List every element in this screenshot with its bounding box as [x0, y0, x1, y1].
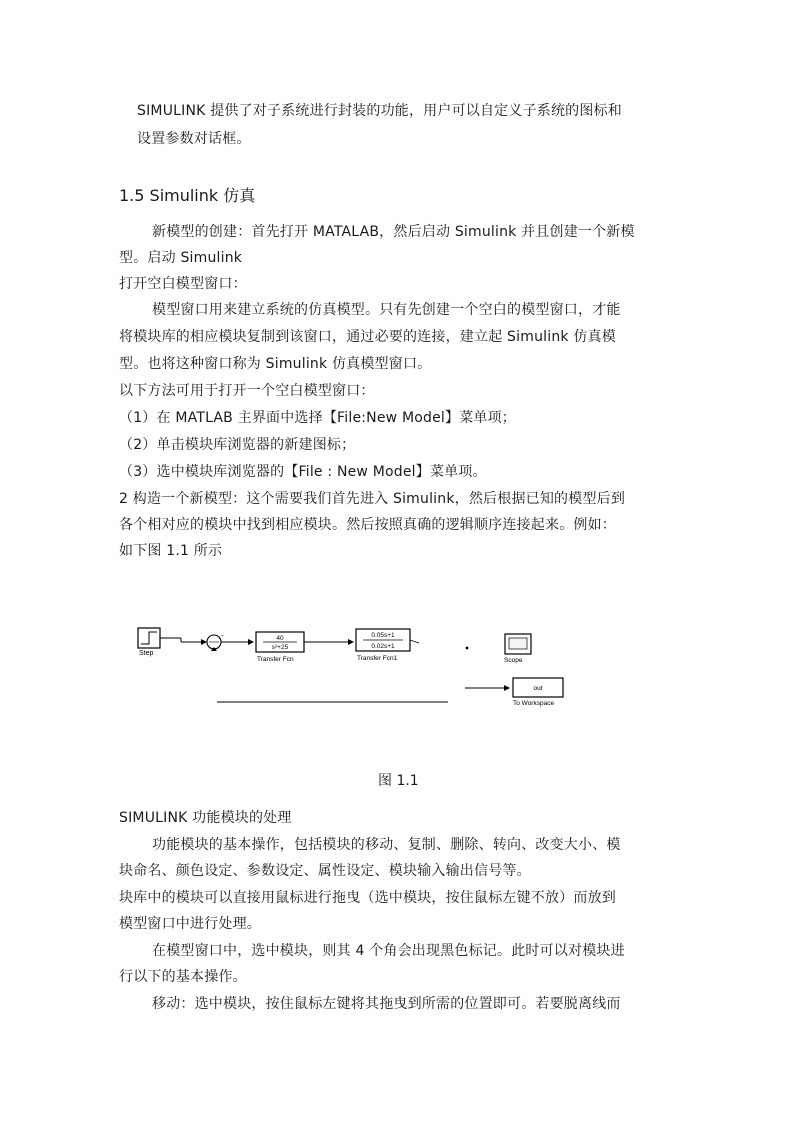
- method-item-2: （2）单击模块库浏览器的新建图标；: [119, 437, 356, 453]
- open-blank-heading: 打开空白模型窗口：: [119, 276, 247, 292]
- tf2-label: Transfer Fcn1: [357, 655, 398, 662]
- para2-line-3: 型。也将这种窗口称为 Simulink 仿真模型窗口。: [119, 356, 432, 372]
- para2-line-1: 模型窗口用来建立系统的仿真模型。只有先创建一个空白的模型窗口，才能: [152, 302, 621, 318]
- para6-line-1: 在模型窗口中，选中模块，则其 4 个角会出现黑色标记。此时可以对模块进: [152, 943, 625, 959]
- tf2-output-stub: [410, 640, 419, 643]
- scope-label: Scope: [504, 657, 523, 664]
- tf2-numerator: 0.05s+1: [371, 632, 395, 639]
- branch-point: [466, 647, 469, 650]
- para7-line-1: 移动：选中模块，按住鼠标左键将其拖曳到所需的位置即可。若要脱离线而: [152, 996, 621, 1012]
- method-item-1: （1）在 MATLAB 主界面中选择【File:New Model】菜单项；: [119, 410, 516, 426]
- workspace-label: To Workspace: [513, 700, 555, 707]
- section2-title: SIMULINK 功能模块的处理: [119, 810, 292, 826]
- para5-line-2: 模型窗口中进行处理。: [119, 916, 261, 932]
- figure-caption: 图 1.1: [378, 773, 419, 789]
- para4-line-1: 功能模块的基本操作，包括模块的移动、复制、删除、转向、改变大小、模: [152, 837, 621, 853]
- step-block: [138, 628, 160, 648]
- workspace-variable: out: [533, 685, 543, 692]
- para1-line-2: 型。启动 Simulink: [119, 250, 243, 266]
- para2-line-2: 将模块库的相应模块复制到该窗口，通过必要的连接，建立起 Simulink 仿真模: [119, 329, 616, 345]
- method-item-3: （3）选中模块库浏览器的【File : New Model】菜单项。: [119, 464, 487, 480]
- intro-line-1: SIMULINK 提供了对子系统进行封装的功能，用户可以自定义子系统的图标和: [137, 103, 622, 119]
- para6-line-2: 行以下的基本操作。: [119, 969, 247, 985]
- para3-line-3: 如下图 1.1 所示: [119, 543, 223, 559]
- scope-block: [505, 634, 531, 654]
- intro-line-2: 设置参数对话框。: [137, 131, 251, 147]
- para3-line-1: 2 构造一个新模型：这个需要我们首先进入 Simulink，然后根据已知的模型后到: [119, 491, 626, 507]
- tf1-label: Transfer Fcn: [257, 656, 294, 663]
- tf2-denominator: 0.02s+1: [371, 643, 395, 650]
- methods-intro: 以下方法可用于打开一个空白模型窗口：: [119, 383, 375, 399]
- para5-line-1: 块库中的模块可以直接用鼠标进行拖曳（选中模块，按住鼠标左键不放）而放到: [119, 890, 616, 906]
- para3-line-2: 各个相对应的模块中找到相应模块。然后按照真确的逻辑顺序连接起来。例如：: [119, 517, 616, 533]
- sum-block: [207, 635, 221, 651]
- para1-line-1: 新模型的创建：首先打开 MATALAB，然后启动 Simulink 并且创建一个新模: [152, 224, 635, 240]
- step-label: Step: [139, 650, 154, 657]
- simulink-diagram: [125, 618, 575, 718]
- para4-line-2: 块命名、颜色设定、参数设定、属性设定、模块输入输出信号等。: [119, 863, 531, 879]
- sum-sign: -: [221, 631, 224, 640]
- tf1-denominator: s²+25: [271, 644, 289, 651]
- section-heading: 1.5 Simulink 仿真: [119, 186, 256, 205]
- tf1-numerator: 40: [276, 635, 284, 642]
